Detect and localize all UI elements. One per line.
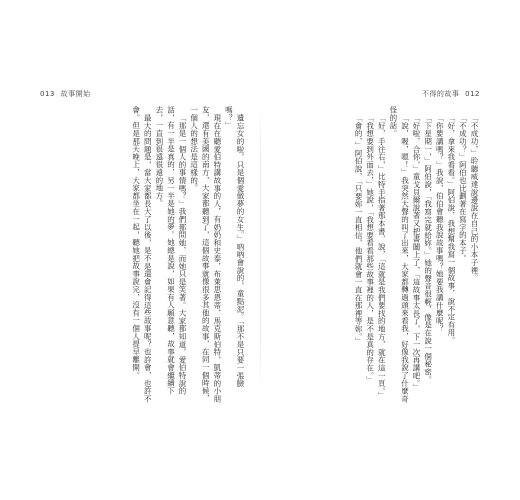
paragraph: 「下星期一，」阿伯說，「我寫完就給妳。」她的聲音很輕，像是在說一個秘密。 <box>423 113 433 384</box>
paragraph: 「那是一個人的事情嗎？」我們都問她，而她只是笑著。大家都知道，愛伯特說的話，有一半是真的，另一半是她的夢。她總是說，如果有人願意聽，故事就會繼續下去，一直到很遠很遠的地方。 <box>154 106 188 395</box>
book-gutter <box>260 98 261 398</box>
left-page-number: 013 <box>40 90 55 98</box>
paragraph: 「好，拿來我看看。」阿伯說，我想幫我寫一個故事，說不定有用。 <box>446 113 456 344</box>
paragraph: 「我想要到外面去，」她說，「我想要看看那些故事裡的人，是不是真的存在。」 <box>365 113 375 384</box>
paragraph: 遺忘女的啦，只是個愛做夢的女生。」吶吶會說的，童點泥。「那不是只要一張臉嗎？」 <box>224 106 245 387</box>
right-page <box>274 88 480 408</box>
book-spread <box>40 88 480 408</box>
right-page-header <box>419 88 480 100</box>
paragraph: 「好，手往右，」比特手指著那本書，說，「這就是我們要找的地方，就在這一頁。」 <box>377 113 387 399</box>
paragraph: 「不成功，」聆聽威達說邊說在自己的小本子裡。 <box>470 113 479 282</box>
left-page-header <box>40 88 94 100</box>
left-page <box>40 88 246 408</box>
paragraph: 現在在聽愛伯特講故事的人，有奶奶和史泰，布萊思恩蒂，馬克斯伯特，凱蒂的小朋友，還有美國的南方，大家都聽到了，這個故事就像很多其他的故事，在同一個時候，一個人的想法是這樣的。 <box>189 106 222 403</box>
paragraph: 「不成功？」阿伯也比劃著在寫字的本子。 <box>458 113 468 262</box>
paragraph: 最大的問題是，當大家都長大了以後，是不是還會記得這些故事呢？也許會，也許不會。但是那天晚上，大家都坐在一起，聽她把故事說完，沒有一個人提早離開。 <box>131 106 153 403</box>
paragraph: 「會的，」阿伯說，「只要妳一直相信，他們就會一直在那裡等妳。」 <box>354 113 364 345</box>
paragraph: 「說，喔，嗯！」我突然大聲的叫了出來，大家都轉過頭來看我，好像我說了什麼奇怪的話。 <box>388 106 410 403</box>
right-page-body <box>274 106 480 406</box>
paragraph: 「你要講嗎？」我說，伯伯會聽我說故事嗎？她要我講什麼呢？ <box>435 113 445 332</box>
right-running-title: 不得的故事 <box>421 90 460 98</box>
left-running-title: 故事開始 <box>60 90 91 98</box>
paragraph: 「好啦，合你，」童戈貝爾說著又把書闔上了，「這故事太長了，下一次再講吧。」 <box>412 113 422 391</box>
left-page-body <box>40 106 246 406</box>
right-page-number: 012 <box>465 90 480 98</box>
